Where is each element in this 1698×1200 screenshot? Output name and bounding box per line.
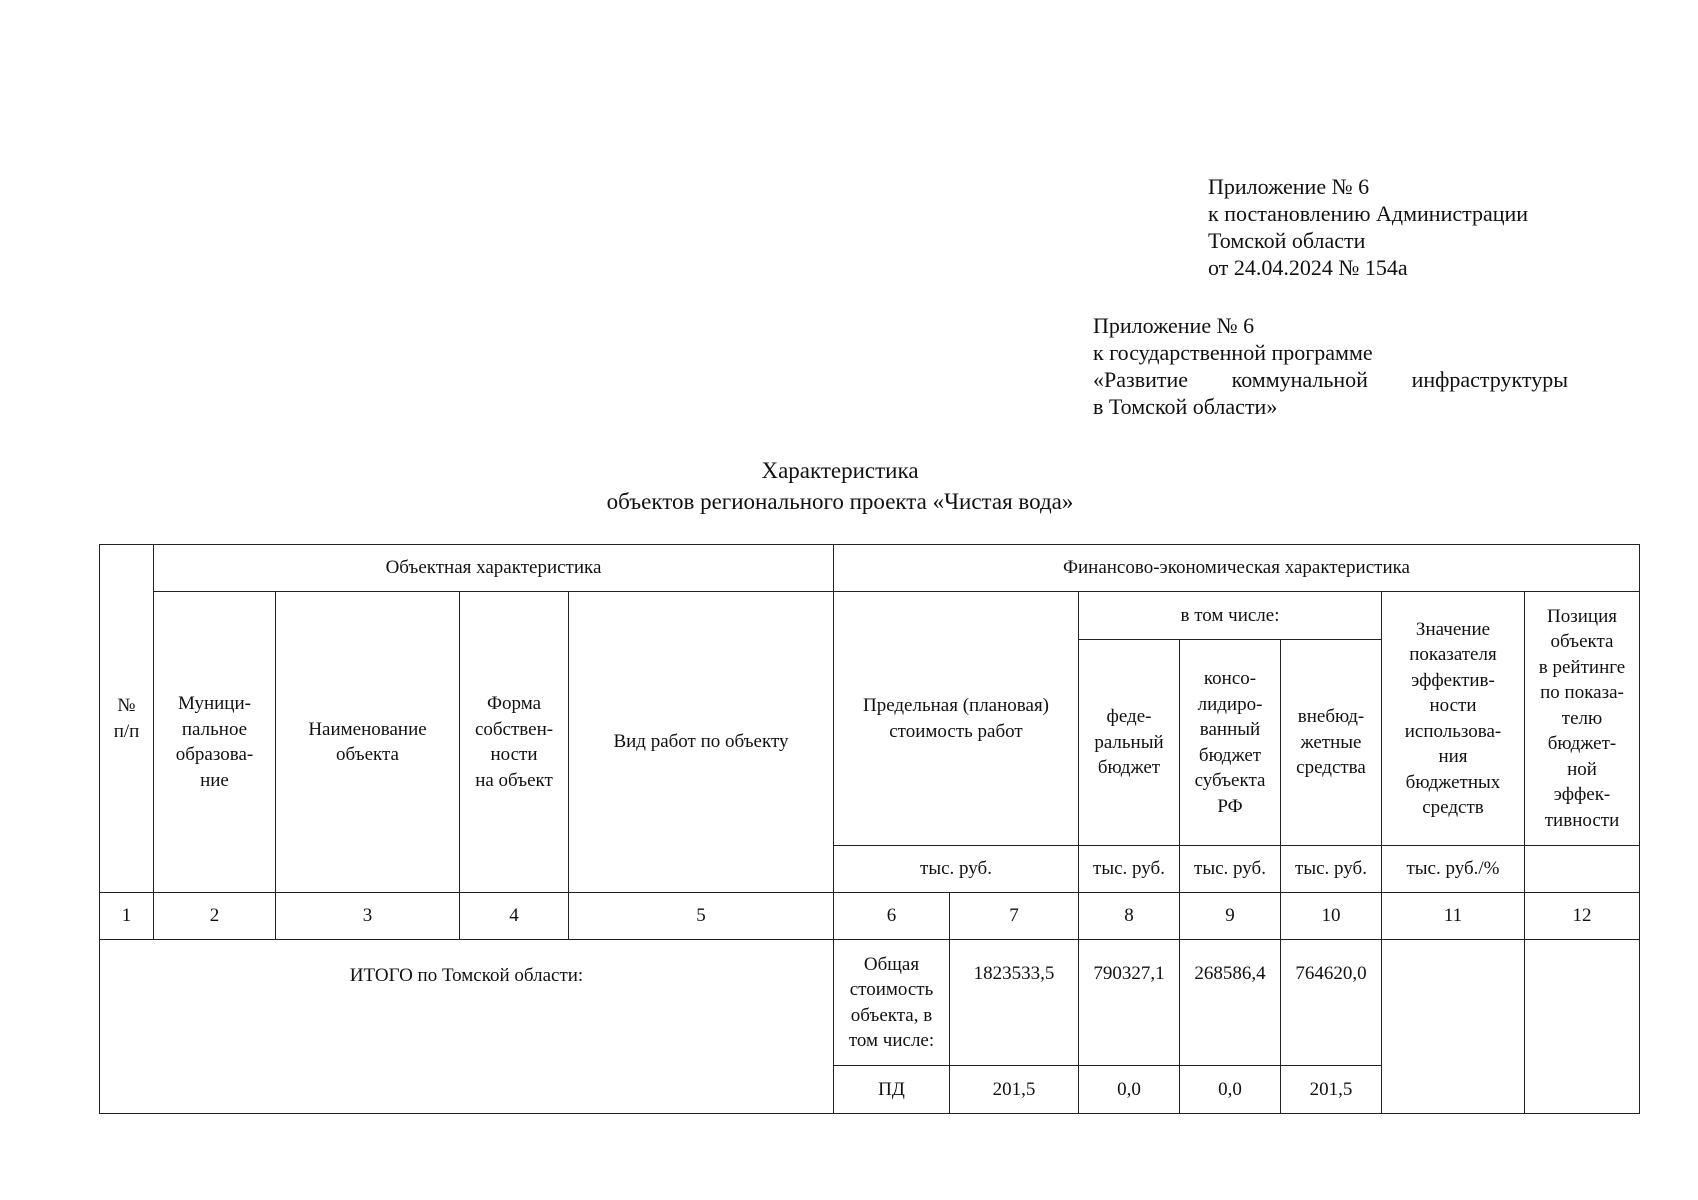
document-title-line: объектов регионального проекта «Чистая вода» — [606, 489, 1074, 514]
pd-consolidated-value: 0,0 — [1179, 1065, 1281, 1114]
unit-extrabudget: тыс. руб. — [1280, 845, 1382, 893]
header-municipality: Муници- пальное образова- ние — [153, 591, 276, 893]
total-cost-label: Общая стоимость объекта, в том числе: — [833, 939, 950, 1066]
column-number: 3 — [275, 892, 460, 940]
pd-extrabudget-value: 201,5 — [1280, 1065, 1382, 1114]
header-financial-group: Финансово-экономическая характеристика — [833, 544, 1640, 592]
header-efficiency: Значение показателя эффектив- ности использова- ния бюджетных средств — [1381, 591, 1525, 846]
appendix-program-word: инфраструктуры — [1411, 367, 1568, 392]
total-cost-value: 1823533,5 — [949, 939, 1079, 1066]
header-object-name: Наименование объекта — [275, 591, 460, 893]
document-title — [540, 455, 1140, 517]
unit-rating-empty — [1524, 845, 1640, 893]
appendix-program-word: «Развитие — [1093, 367, 1189, 392]
appendix-order-line: от 24.04.2024 № 154а — [1208, 255, 1408, 280]
total-efficiency-empty — [1381, 939, 1525, 1114]
column-number: 5 — [568, 892, 834, 940]
column-number: 8 — [1078, 892, 1180, 940]
appendix-program-header — [1093, 312, 1568, 420]
column-number: 9 — [1179, 892, 1281, 940]
unit-cost: тыс. руб. — [833, 845, 1079, 893]
header-federal-budget: феде- ральный бюджет — [1078, 639, 1180, 846]
pd-label: ПД — [833, 1065, 950, 1114]
unit-consolidated: тыс. руб. — [1179, 845, 1281, 893]
header-extrabudget-funds: внебюд- жетные средства — [1280, 639, 1382, 846]
appendix-program-line: в Томской области» — [1093, 394, 1278, 419]
appendix-order-line: к постановлению Администрации — [1208, 201, 1529, 226]
header-rating: Позиция объекта в рейтинге по показа- телю бюджет- ной эффек- тивности — [1524, 591, 1640, 846]
document-title-line: Характеристика — [761, 458, 919, 483]
appendix-order-line: Томской области — [1208, 228, 1366, 253]
header-object-group: Объектная характеристика — [153, 544, 834, 592]
total-rating-empty — [1524, 939, 1640, 1114]
appendix-program-line: Приложение № 6 — [1093, 313, 1255, 338]
appendix-program-word: коммунальной — [1231, 367, 1368, 392]
objects-table — [99, 544, 1640, 1114]
column-number: 6 — [833, 892, 950, 940]
column-number: 1 — [99, 892, 154, 940]
pd-federal-value: 0,0 — [1078, 1065, 1180, 1114]
header-including: в том числе: — [1078, 591, 1382, 640]
header-work-type: Вид работ по объекту — [568, 591, 834, 893]
total-label: ИТОГО по Томской области: — [99, 939, 834, 1114]
appendix-program-line: к государственной программе — [1093, 340, 1373, 365]
column-number: 12 — [1524, 892, 1640, 940]
header-num: № п/п — [99, 544, 154, 893]
appendix-order-header — [1208, 173, 1528, 281]
unit-efficiency: тыс. руб./% — [1381, 845, 1525, 893]
column-number: 11 — [1381, 892, 1525, 940]
column-number: 10 — [1280, 892, 1382, 940]
total-extrabudget-value: 764620,0 — [1280, 939, 1382, 1066]
appendix-program-line — [1093, 366, 1568, 393]
total-federal-value: 790327,1 — [1078, 939, 1180, 1066]
appendix-order-line: Приложение № 6 — [1208, 174, 1370, 199]
header-max-cost: Предельная (плановая) стоимость работ — [833, 591, 1079, 846]
column-number: 4 — [459, 892, 569, 940]
pd-cost-value: 201,5 — [949, 1065, 1079, 1114]
total-consolidated-value: 268586,4 — [1179, 939, 1281, 1066]
column-number: 7 — [949, 892, 1079, 940]
header-ownership: Форма собствен- ности на объект — [459, 591, 569, 893]
header-consolidated-budget: консо- лидиро- ванный бюджет субъекта РФ — [1179, 639, 1281, 846]
unit-federal: тыс. руб. — [1078, 845, 1180, 893]
column-number: 2 — [153, 892, 276, 940]
